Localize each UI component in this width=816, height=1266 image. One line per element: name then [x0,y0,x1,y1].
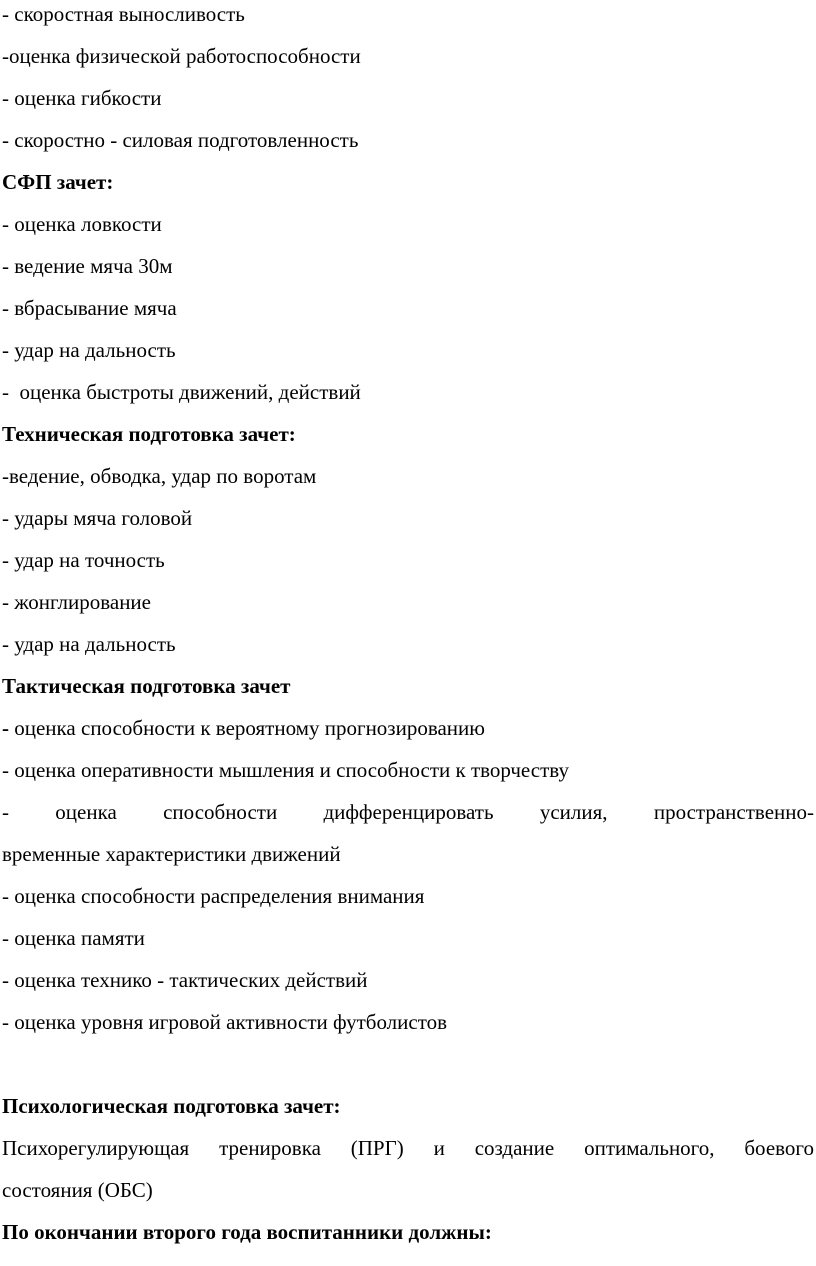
word: - [2,800,9,824]
justified-line [2,1134,814,1162]
text-line: - удар на точность [2,548,165,572]
word: создание [474,1136,555,1160]
word: усилия, [539,800,608,824]
word: оптимального, [584,1136,715,1160]
text-line: - оценка памяти [2,926,145,950]
text-line: - оценка способности распределения внимания [2,884,425,908]
section-heading: СФП зачет: [2,170,114,194]
word: дифференцировать [323,800,494,824]
text-line: - скоростно - силовая подготовленность [2,128,359,152]
word: (ПРГ) [350,1136,404,1160]
text-line: - ведение мяча 30м [2,254,173,278]
word: оценка [55,800,117,824]
text-line: - оценка уровня игровой активности футболистов [2,1010,448,1034]
text-line: временные характеристики движений [2,842,341,866]
word: и [433,1136,445,1160]
text-line: - оценка быстроты движений, действий [2,380,361,404]
justified-line [2,798,814,826]
section-heading: Психологическая подготовка зачет: [2,1094,341,1118]
section-heading: Тактическая подготовка зачет [2,674,291,698]
text-line: - скоростная выносливость [2,2,245,26]
bold-bullet: - [2,716,9,740]
text-line: - вбрасывание мяча [2,296,177,320]
word: пространственно- [653,800,814,824]
text-line: - удар на дальность [2,338,176,362]
text-line: - оценка оперативности мышления и способности к творчеству [2,758,569,782]
text-line: - оценка гибкости [2,86,162,110]
word: способности [163,800,278,824]
text-line: -ведение, обводка, удар по воротам [2,464,317,488]
text-line: -оценка физической работоспособности [2,44,361,68]
text-line: состояния (ОБС) [2,1178,153,1202]
text-fragment: оценка способности к вероятному прогнозированию [14,716,485,740]
text-line: - удар на дальность [2,632,176,656]
text-line: - удары мяча головой [2,506,193,530]
word: боевого [744,1136,814,1160]
text-line: - жонглирование [2,590,151,614]
section-heading: По окончании второго года воспитанники должны: [2,1220,492,1244]
text-line: - оценка ловкости [2,212,162,236]
text-line [2,714,485,742]
section-heading: Техническая подготовка зачет: [2,422,296,446]
word: тренировка [219,1136,321,1160]
word: Психорегулирующая [2,1136,190,1160]
text-line: - оценка технико - тактических действий [2,968,368,992]
